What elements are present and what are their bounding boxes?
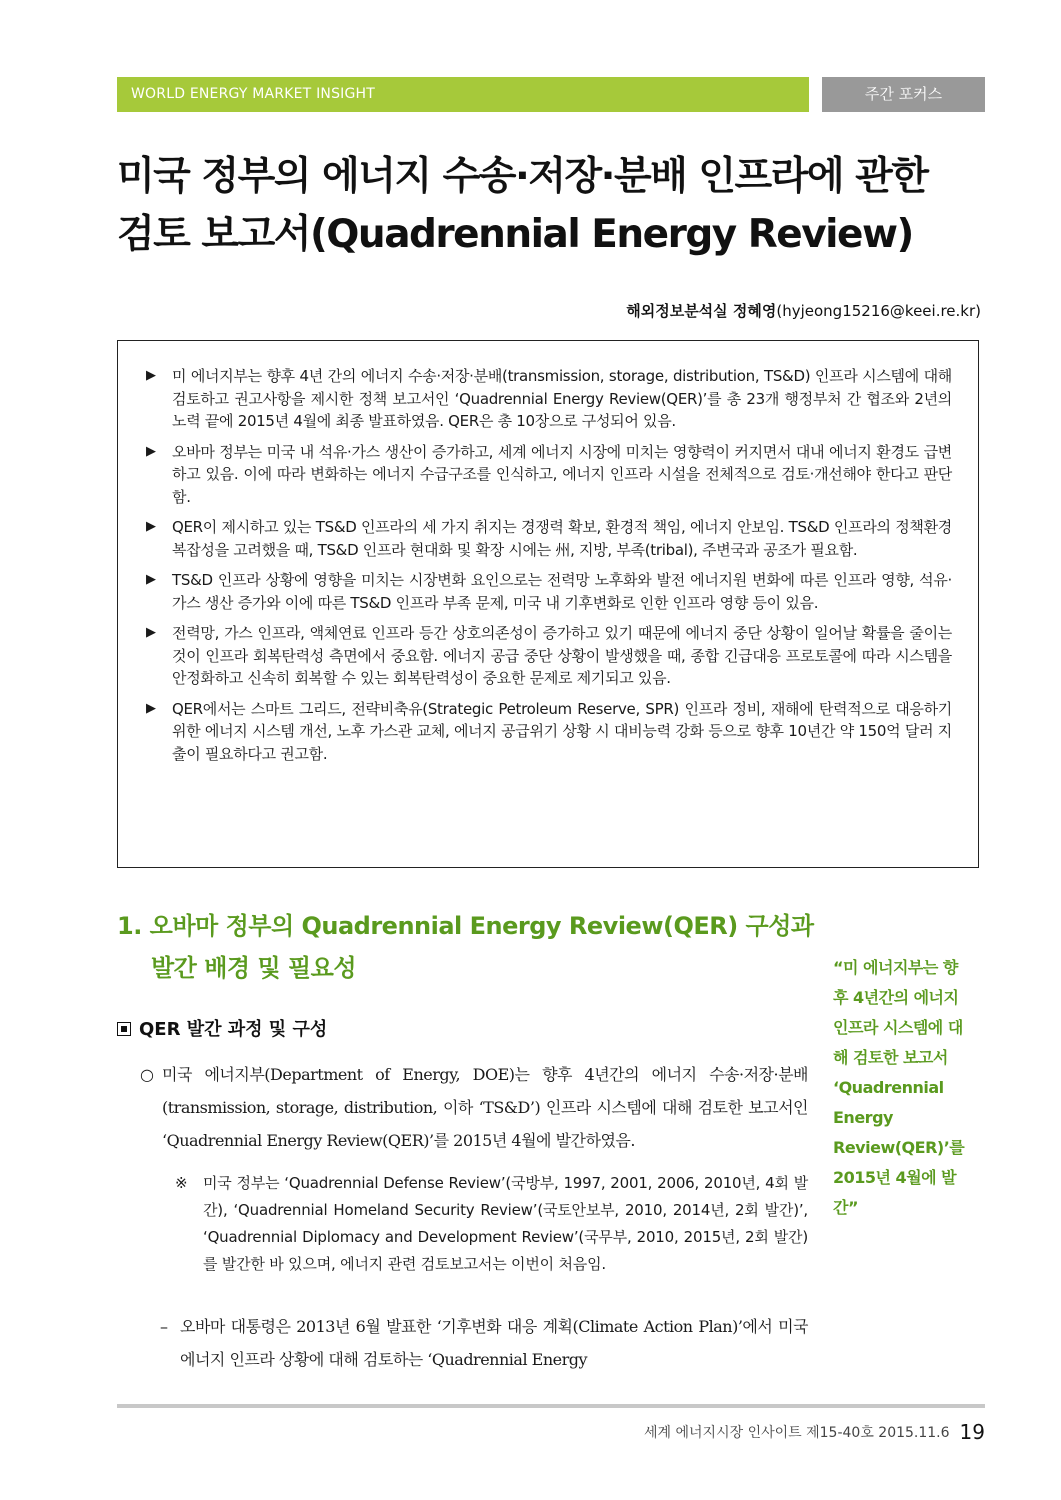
summary-box — [117, 340, 979, 868]
summary-item — [146, 569, 952, 614]
summary-item — [146, 698, 952, 766]
triangle-bullet-icon: ▶ — [146, 700, 156, 716]
summary-item — [146, 365, 952, 433]
triangle-bullet-icon: ▶ — [146, 443, 156, 459]
author-email: (hyjeong15216@keei.re.kr) — [776, 302, 981, 320]
triangle-bullet-icon: ▶ — [146, 519, 156, 534]
square-bullet-icon — [117, 1022, 131, 1036]
summary-text: QER이 제시하고 있는 TS&D 인프라의 세 가지 취지는 경쟁력 확보, 환경적 책임, 에너지 안보임. TS&D 인프라의 정책환경 복잡성을 고려했을 때, TS&D 인프라 현대화 및 확장 시에는 州, 지방, 부족(tribal), 주변국과 공조가 필요함. — [172, 518, 952, 559]
header-section-tag: 주간 포커스 — [822, 77, 985, 112]
section-heading-line-1: 1. 오바마 정부의 Quadrennial Energy Review(QER) 구성과 — [117, 912, 814, 940]
triangle-bullet-icon: ▶ — [146, 368, 156, 383]
section-heading — [117, 905, 817, 989]
body-paragraph — [140, 1058, 808, 1157]
page-title — [117, 148, 997, 264]
subheading — [117, 1015, 327, 1041]
summary-item — [146, 622, 952, 690]
circle-bullet-icon: ○ — [140, 1065, 154, 1084]
footnote-text: 미국 정부는 ‘Quadrennial Defense Review’(국방부, 1997, 2001, 2006, 2010년, 4회 발간), ‘Quadrennial Homeland Security Review’(국토안보부, 2010, 2014년, 2회 발간)’, ‘Quadrennial Diplomacy and Development Review’(국무부, 2010, 2015년, 2회 발간)를 발간한 바 있으며, 에너지 관련 검토보고서는 이번이 처음임. — [203, 1174, 808, 1273]
triangle-bullet-icon: ▶ — [146, 572, 156, 587]
summary-item — [146, 516, 952, 561]
footer — [644, 1420, 985, 1444]
reference-mark-icon: ※ — [175, 1174, 188, 1192]
summary-text: 전력망, 가스 인프라, 액체연료 인프라 등간 상호의존성이 증가하고 있기 때문에 에너지 중단 상황이 일어날 확률을 줄이는 것이 인프라 회복탄력성 측면에서 중요함. 에너지 공급 중단 상황이 발생했을 때, 종합 긴급대응 프로토콜에 따라 시스템을 안정화하고 신속히 회복할 수 있는 회복탄력성이 중요한 문제로 제기되고 있음. — [172, 624, 952, 687]
dash-bullet: – — [160, 1317, 168, 1336]
title-line-2: 검토 보고서(Quadrennial Energy Review) — [117, 212, 913, 257]
summary-text: TS&D 인프라 상황에 영향을 미치는 시장변화 요인으로는 전력망 노후화와 발전 에너지원 변화에 따른 인프라 영향, 석유·가스 생산 증가와 이에 따른 TS&D 인프라 부족 문제, 미국 내 기후변화로 인한 인프라 영향 등이 있음. — [172, 571, 952, 612]
summary-text: QER에서는 스마트 그리드, 전략비축유(Strategic Petroleum Reserve, SPR) 인프라 정비, 재해에 탄력적으로 대응하기 위한 에너지 시스템 개선, 노후 가스관 교체, 에너지 공급위기 상황 시 대비능력 강화 등으로 향후 10년간 약 150억 달러 지출이 필요하다고 권고함. — [172, 699, 952, 763]
author-line — [626, 300, 981, 321]
section-heading-line-2: 발간 배경 및 필요성 — [151, 954, 357, 982]
title-line-1: 미국 정부의 에너지 수송·저장·분배 인프라에 관한 — [117, 154, 928, 199]
author-name: 해외정보분석실 정혜영 — [626, 302, 777, 320]
header-left-label: WORLD ENERGY MARKET INSIGHT — [131, 86, 376, 102]
footnote — [175, 1170, 808, 1278]
summary-item — [146, 441, 952, 509]
summary-text: 오바마 정부는 미국 내 석유·가스 생산이 증가하고, 세계 에너지 시장에 미치는 영향력이 커지면서 대내 에너지 환경도 급변하고 있음. 이에 따라 변화하는 에너지 수급구조를 인식하고, 에너지 인프라 시설을 전체적으로 검토·개선해야 한다고 판단함. — [172, 442, 952, 506]
footer-rule — [117, 1404, 985, 1408]
dash-paragraph — [160, 1310, 808, 1376]
footer-publication: 세계 에너지시장 인사이트 제15-40호 2015.11.6 — [644, 1425, 950, 1441]
triangle-bullet-icon: ▶ — [146, 625, 156, 640]
header-bar — [117, 77, 809, 112]
pull-quote: “미 에너지부는 향후 4년간의 에너지 인프라 시스템에 대해 검토한 보고서 ‘Quadrennial Energy Review(QER)’를 2015년 4월에 발간” — [833, 958, 965, 1217]
dash-paragraph-text: 오바마 대통령은 2013년 6월 발표한 ‘기후변화 대응 계획(Climate Action Plan)’에서 미국 에너지 인프라 상황에 대해 검토하는 ‘Quadrennial Energy — [180, 1317, 808, 1369]
body-paragraph-text: 미국 에너지부(Department of Energy, DOE)는 향후 4년간의 에너지 수송·저장·분배(transmission, storage, distribution, 이하 ‘TS&D’) 인프라 시스템에 대해 검토한 보고서인 ‘Quadrennial Energy Review(QER)’를 2015년 4월에 발간하였음. — [162, 1065, 808, 1150]
page-number: 19 — [959, 1420, 985, 1444]
subheading-text: QER 발간 과정 및 구성 — [139, 1019, 328, 1040]
summary-text: 미 에너지부는 향후 4년 간의 에너지 수송·저장·분배(transmission, storage, distribution, TS&D) 인프라 시스템에 대해 검토하고 권고사항을 제시한 정책 보고서인 ‘Quadrennial Energy Review(QER)’를 총 23개 행정부처 간 협조와 2년의 노력 끝에 2015년 4월에 최종 발표하였음. QER은 총 10장으로 구성되어 있음. — [172, 367, 952, 430]
